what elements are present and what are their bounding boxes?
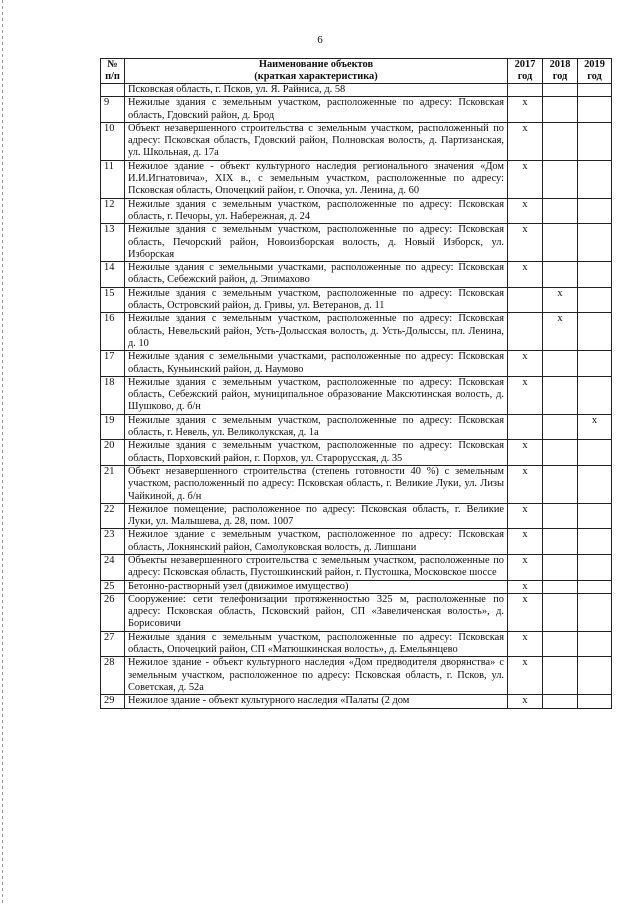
table-row [101,631,612,657]
table-row [101,554,612,580]
object-description: Нежилые здания с земельным участком, расположенные по адресу: Псковская область, Опочецкий район, СП «Матюшкинская волость», д. Емельянцево [125,631,508,657]
mark-2017: х [508,376,543,414]
row-number: 24 [101,554,125,580]
object-description: Объект незавершенного строительства (степень готовности 40 %) с земельным участком, расположенный по адресу: Псковская область, г. Великие Луки, ул. Лизы Чайкиной, д. б/н [125,465,508,503]
scan-edge-rule [2,0,3,905]
mark-2019: х [578,414,612,440]
mark-2018 [543,580,578,593]
object-description: Нежилые здания с земельным участком, расположенные по адресу: Псковская область, Гдовский район, д. Брод [125,97,508,123]
table-row [101,351,612,377]
mark-2017: х [508,224,543,262]
table-row [101,657,612,695]
mark-2019 [578,84,612,97]
page-number: 6 [317,34,323,46]
mark-2019 [578,440,612,466]
object-description: Нежилые здания с земельными участками, расположенные по адресу: Псковская область, Куньинский район, д. Наумово [125,351,508,377]
table-row [101,414,612,440]
mark-2018 [543,160,578,198]
table-row [101,503,612,529]
mark-2017: х [508,198,543,224]
mark-2019 [578,465,612,503]
mark-2018 [543,440,578,466]
mark-2017: х [508,97,543,123]
object-description: Нежилые здания с земельным участком, расположенные по адресу: Псковская область, Невельский район, Усть-Долысская волость, д. Усть-Долыссы, пл. Ленина, д. 10 [125,313,508,351]
row-number: 27 [101,631,125,657]
object-description: Нежилое здание - объект культурного наследия «Дом предводителя дворянства» с земельным участком, расположенное по адресу: Псковская область, г. Псков, ул. Советская, д. 52а [125,657,508,695]
table-row [101,313,612,351]
mark-2019 [578,554,612,580]
object-description: Нежилое здание - объект культурного наследия «Палаты (2 дом [125,695,508,708]
row-number: 22 [101,503,125,529]
mark-2017: х [508,580,543,593]
table-row [101,122,612,160]
mark-2017: х [508,160,543,198]
header-2019-line1: 2019 [584,59,605,70]
mark-2018 [543,122,578,160]
header-2018 [543,59,578,84]
row-number: 9 [101,97,125,123]
table-row [101,465,612,503]
object-description: Нежилые здания с земельным участком, расположенные по адресу: Псковская область, г. Печоры, ул. Набережная, д. 24 [125,198,508,224]
mark-2017: х [508,593,543,631]
mark-2018 [543,503,578,529]
table-row [101,198,612,224]
mark-2019 [578,657,612,695]
row-number: 15 [101,287,125,313]
mark-2019 [578,631,612,657]
row-number: 13 [101,224,125,262]
header-name-line1: Наименование объектов [258,59,374,70]
header-name [125,59,508,84]
mark-2019 [578,313,612,351]
object-description: Нежилое здание - объект культурного наследия регионального значения «Дом И.И.Игнатовича», XIX в., с земельным участком, расположенные по адресу: Псковская область, Опочецкий район, г. Опочка, ул. Ленина, д. 60 [125,160,508,198]
mark-2018 [543,631,578,657]
mark-2018 [543,695,578,708]
mark-2018 [543,376,578,414]
mark-2017: х [508,122,543,160]
mark-2017: х [508,657,543,695]
table-row [101,97,612,123]
mark-2019 [578,287,612,313]
mark-2018 [543,224,578,262]
mark-2017: х [508,262,543,288]
mark-2019 [578,529,612,555]
mark-2017: х [508,503,543,529]
table-body [101,84,612,709]
mark-2018 [543,97,578,123]
table-row [101,580,612,593]
object-description: Нежилые здания с земельными участками, расположенные по адресу: Псковская область, Себежский район, д. Эпимахово [125,262,508,288]
mark-2017: х [508,554,543,580]
mark-2019 [578,376,612,414]
header-2019 [578,59,612,84]
header-2019-line2: год [587,71,602,82]
table-row [101,224,612,262]
header-2018-line2: год [552,71,568,82]
mark-2017 [508,313,543,351]
header-2017-line1: 2017 [514,59,536,70]
row-number: 11 [101,160,125,198]
mark-2019 [578,224,612,262]
mark-2017: х [508,695,543,708]
header-num-line1: № [107,59,118,70]
row-number: 21 [101,465,125,503]
mark-2019 [578,160,612,198]
mark-2017: х [508,631,543,657]
row-number: 26 [101,593,125,631]
mark-2018 [543,593,578,631]
header-name-line2: (краткая характеристика) [254,71,378,82]
object-description: Нежилые здания с земельным участком, расположенные по адресу: Псковская область, г. Невель, ул. Великолукская, д. 1а [125,414,508,440]
mark-2019 [578,351,612,377]
table-row [101,529,612,555]
row-number: 29 [101,695,125,708]
object-description: Нежилые здания с земельным участком, расположенные по адресу: Псковская область, Себежский район, муниципальное образование Мaксютинская волость, д. Шушково, д. б/н [125,376,508,414]
object-description: Объекты незавершенного строительства с земельным участком, расположенные по адресу: Псковская область, Пустошкинский район, г. Пустошка, Московское шоссе [125,554,508,580]
object-description: Сооружение: сети телефонизации протяженностью 325 м, расположенные по адресу: Псковская область, Псковский район, СП «Завеличенская волость», д. Борисовичи [125,593,508,631]
mark-2018 [543,84,578,97]
table-row [101,262,612,288]
object-description: Нежилое здание с земельным участком, расположенное по адресу: Псковская область, Локнянский район, Самолуковская волость, д. Липшани [125,529,508,555]
table-row [101,287,612,313]
mark-2017 [508,414,543,440]
mark-2019 [578,262,612,288]
mark-2018 [543,657,578,695]
mark-2018 [543,529,578,555]
mark-2018: х [543,313,578,351]
mark-2017: х [508,529,543,555]
mark-2019 [578,97,612,123]
object-description: Объект незавершенного строительства с земельным участком, расположенный по адресу: Псковская область, Гдовский район, Полновская волость, д. Партизанская, ул. Школьная, д. 17а [125,122,508,160]
header-2017 [508,59,543,84]
mark-2019 [578,503,612,529]
row-number: 28 [101,657,125,695]
header-2018-line1: 2018 [549,59,571,70]
row-number: 17 [101,351,125,377]
mark-2018 [543,554,578,580]
mark-2018 [543,465,578,503]
row-number: 18 [101,376,125,414]
mark-2017 [508,84,543,97]
object-description: Нежилые здания с земельным участком, расположенные по адресу: Псковская область, Печорский район, Новоизборская волость, д. Новый Изборск, ул. Изборская [125,224,508,262]
mark-2017: х [508,440,543,466]
mark-2018 [543,198,578,224]
table-row [101,376,612,414]
object-description: Нежилые здания с земельным участком, расположенные по адресу: Псковская область, Порховский район, г. Порхов, ул. Старорусская, д. 35 [125,440,508,466]
mark-2018 [543,414,578,440]
row-number: 19 [101,414,125,440]
row-number [101,84,125,97]
mark-2017: х [508,351,543,377]
table-row [101,593,612,631]
row-number: 23 [101,529,125,555]
object-description: Бетонно-растворный узел (движимое имущество) [125,580,508,593]
mark-2018 [543,351,578,377]
table-header-row [101,59,612,84]
objects-table [100,58,612,709]
object-description: Псковская область, г. Псков, ул. Я. Райниса, д. 58 [125,84,508,97]
row-number: 16 [101,313,125,351]
mark-2019 [578,695,612,708]
object-description: Нежилое помещение, расположенное по адресу: Псковская область, г. Великие Луки, ул. Малышева, д. 28, пом. 1007 [125,503,508,529]
row-number: 25 [101,580,125,593]
row-number: 12 [101,198,125,224]
header-num [101,59,125,84]
mark-2019 [578,198,612,224]
object-description: Нежилые здания с земельным участком, расположенные по адресу: Псковская область, Островский район, д. Гривы, ул. Ветеранов, д. 11 [125,287,508,313]
mark-2017 [508,287,543,313]
table-row [101,160,612,198]
mark-2017: х [508,465,543,503]
table-row [101,84,612,97]
row-number: 14 [101,262,125,288]
mark-2018: х [543,287,578,313]
table-row [101,695,612,708]
row-number: 20 [101,440,125,466]
mark-2018 [543,262,578,288]
table-row [101,440,612,466]
mark-2019 [578,593,612,631]
header-2017-line2: год [517,71,533,82]
mark-2019 [578,580,612,593]
mark-2019 [578,122,612,160]
header-num-line2: п/п [105,71,120,82]
row-number: 10 [101,122,125,160]
